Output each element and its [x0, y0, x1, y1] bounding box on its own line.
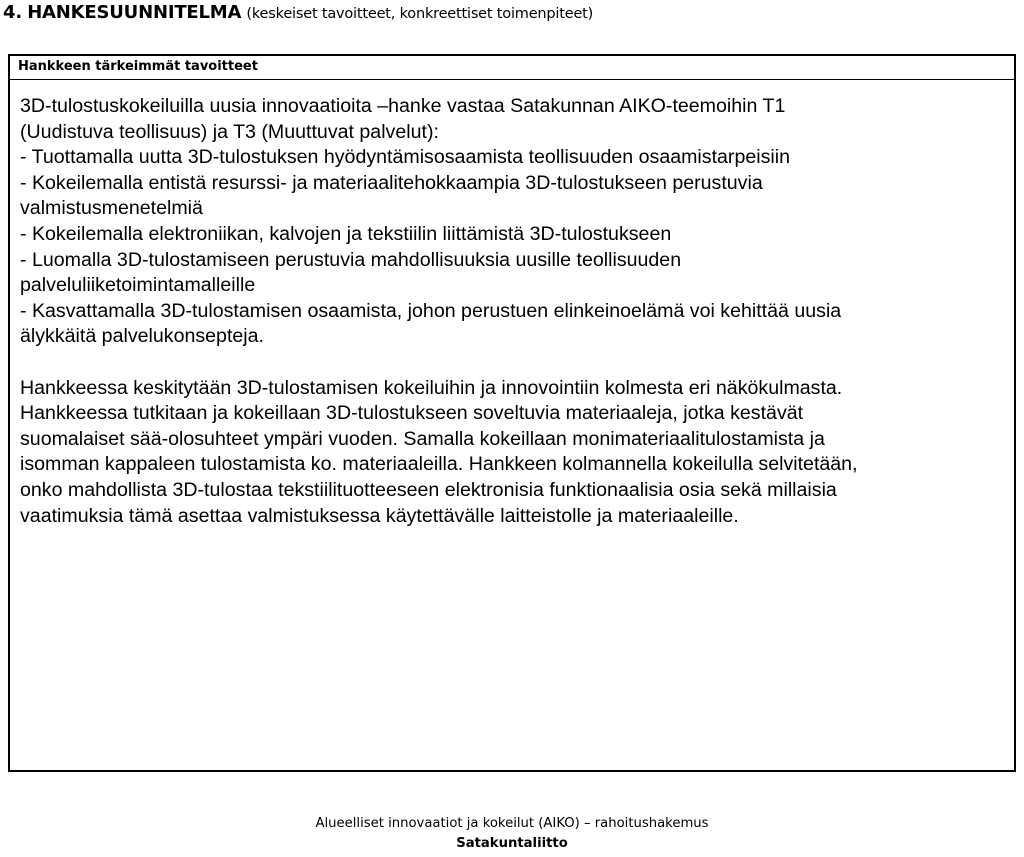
- paragraph1-line: - Kasvattamalla 3D-tulostamisen osaamista, johon perustuen elinkeinoelämä voi kehittää uusia: [20, 299, 842, 322]
- section-number: 4.: [3, 2, 22, 23]
- box-label-row: [10, 56, 1014, 80]
- goals-text-box: [8, 54, 1016, 772]
- paragraph-gap: [20, 350, 1010, 376]
- paragraph1-line: palveluliiketoimintamalleille: [20, 274, 256, 297]
- goals-body-text: [20, 94, 1010, 529]
- paragraph1-line: älykkäitä palvelukonsepteja.: [20, 325, 264, 348]
- paragraph2-line: Hankkeessa keskitytään 3D-tulostamisen kokeiluihin ja innovointiin kolmesta eri näkökulmasta.: [20, 376, 843, 399]
- box-label: Hankkeen tärkeimmät tavoitteet: [18, 59, 258, 74]
- section-heading: [3, 2, 593, 23]
- paragraph1-line: 3D-tulostuskokeiluilla uusia innovaatioita –hanke vastaa Satakunnan AIKO-teemoihin T1: [20, 95, 786, 117]
- paragraph2-line: Hankkeessa tutkitaan ja kokeillaan 3D-tulostukseen soveltuvia materiaaleja, jotka kestävät: [20, 402, 804, 425]
- section-subtitle: (keskeiset tavoitteet, konkreettiset toimenpiteet): [246, 6, 594, 22]
- section-title: HANKESUUNNITELMA: [27, 2, 242, 23]
- paragraph1-line: - Tuottamalla uutta 3D-tulostuksen hyödyntämisosaamista teollisuuden osaamistarpeisiin: [20, 146, 790, 169]
- paragraph2-line: isomman kappaleen tulostamista ko. materiaaleilla. Hankkeen kolmannella kokeilulla selvitetään,: [20, 453, 858, 476]
- paragraph1-line: - Kokeilemalla elektroniikan, kalvojen ja tekstiilin liittämistä 3D-tulostukseen: [20, 222, 672, 245]
- paragraph1-line: - Luomalla 3D-tulostamiseen perustuvia mahdollisuuksia uusille teollisuuden: [20, 248, 682, 271]
- paragraph2-line: onko mahdollista 3D-tulostaa tekstiilituotteeseen elektronisia funktionaalisia osia sekä millaisia: [20, 478, 837, 501]
- paragraph2-line: suomalaiset sää-olosuhteet ympäri vuoden. Samalla kokeillaan monimateriaalitulostamista ja: [20, 427, 825, 450]
- paragraph1-line: - Kokeilemalla entistä resurssi- ja materiaalitehokkaampia 3D-tulostukseen perustuvia: [20, 171, 763, 194]
- paragraph1-line: valmistusmenetelmiä: [20, 197, 203, 220]
- paragraph2-line: vaatimuksia tämä asettaa valmistuksessa käytettävälle laitteistolle ja materiaaleille.: [20, 504, 739, 527]
- footer-application-title: Alueelliset innovaatiot ja kokeilut (AIKO) – rahoitushakemus: [315, 816, 709, 831]
- paragraph1-line: (Uudistuva teollisuus) ja T3 (Muuttuvat palvelut):: [20, 120, 439, 143]
- footer-organization: Satakuntaliitto: [456, 836, 568, 851]
